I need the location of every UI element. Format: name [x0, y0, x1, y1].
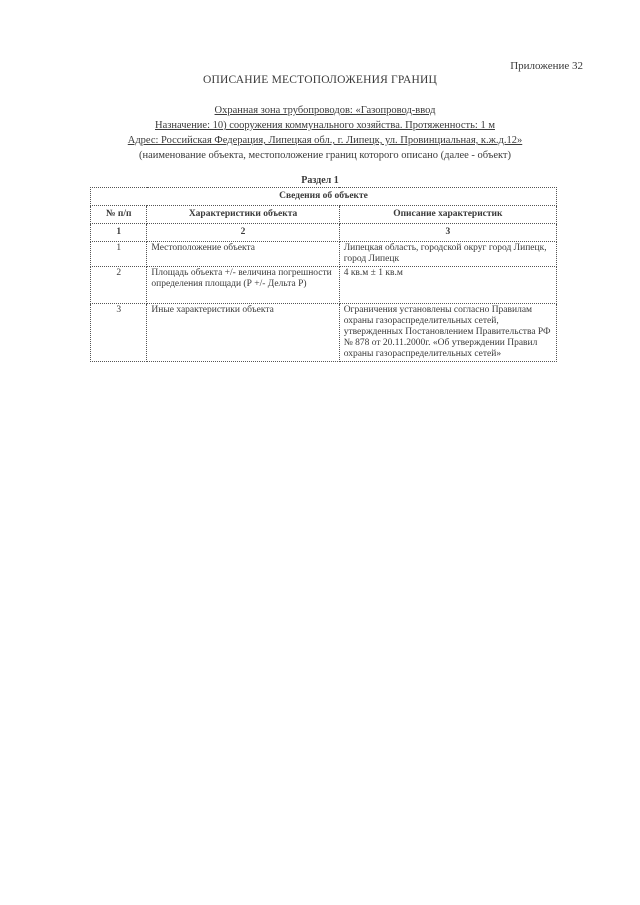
table-row — [91, 304, 557, 362]
section-title: Раздел 1 — [301, 175, 339, 186]
column-header-characteristic: Характеристики объекта — [147, 206, 339, 224]
object-info-table — [90, 187, 557, 362]
object-name: Охранная зона трубопроводов: «Газопровод-ввод — [214, 105, 436, 116]
table-row — [91, 267, 557, 304]
row-description: Липецкая область, городской округ город Липецк, город Липецк — [339, 242, 556, 267]
row-characteristic: Площадь объекта +/- величина погрешности определения площади (Р +/- Дельта Р) — [147, 267, 339, 304]
row-description: Ограничения установлены согласно Правилам охраны газораспределительных сетей, утвержденных Постановлением Правительства РФ № 878 от 20.11.2000г. «Об утверждении Правил охраны газораспределительных сетей» — [339, 304, 556, 362]
row-description: 4 кв.м ± 1 кв.м — [339, 267, 556, 304]
row-characteristic: Местоположение объекта — [147, 242, 339, 267]
column-header-number: № п/п — [91, 206, 147, 224]
appendix-label: Приложение 32 — [510, 60, 583, 72]
document-title: ОПИСАНИЕ МЕСТОПОЛОЖЕНИЯ ГРАНИЦ — [202, 74, 438, 86]
header-note: (наименование объекта, местоположение границ которого описано (далее - объект) — [138, 150, 512, 161]
column-header-description: Описание характеристик — [339, 206, 556, 224]
table-row — [91, 242, 557, 267]
row-number: 2 — [91, 267, 147, 304]
row-number: 3 — [91, 304, 147, 362]
row-characteristic: Иные характеристики объекта — [147, 304, 339, 362]
table-caption-row — [91, 188, 557, 206]
object-address: Адрес: Российская Федерация, Липецкая обл., г. Липецк, ул. Провинциальная, к.ж.д.12» — [127, 135, 523, 146]
table-caption: Сведения об объекте — [91, 188, 557, 206]
column-number-1: 1 — [91, 224, 147, 242]
object-header — [80, 103, 570, 163]
column-number-row — [91, 224, 557, 242]
object-purpose: Назначение: 10) сооружения коммунального хозяйства. Протяженность: 1 м — [155, 120, 495, 131]
column-number-3: 3 — [339, 224, 556, 242]
row-number: 1 — [91, 242, 147, 267]
table-header-row — [91, 206, 557, 224]
column-number-2: 2 — [147, 224, 339, 242]
